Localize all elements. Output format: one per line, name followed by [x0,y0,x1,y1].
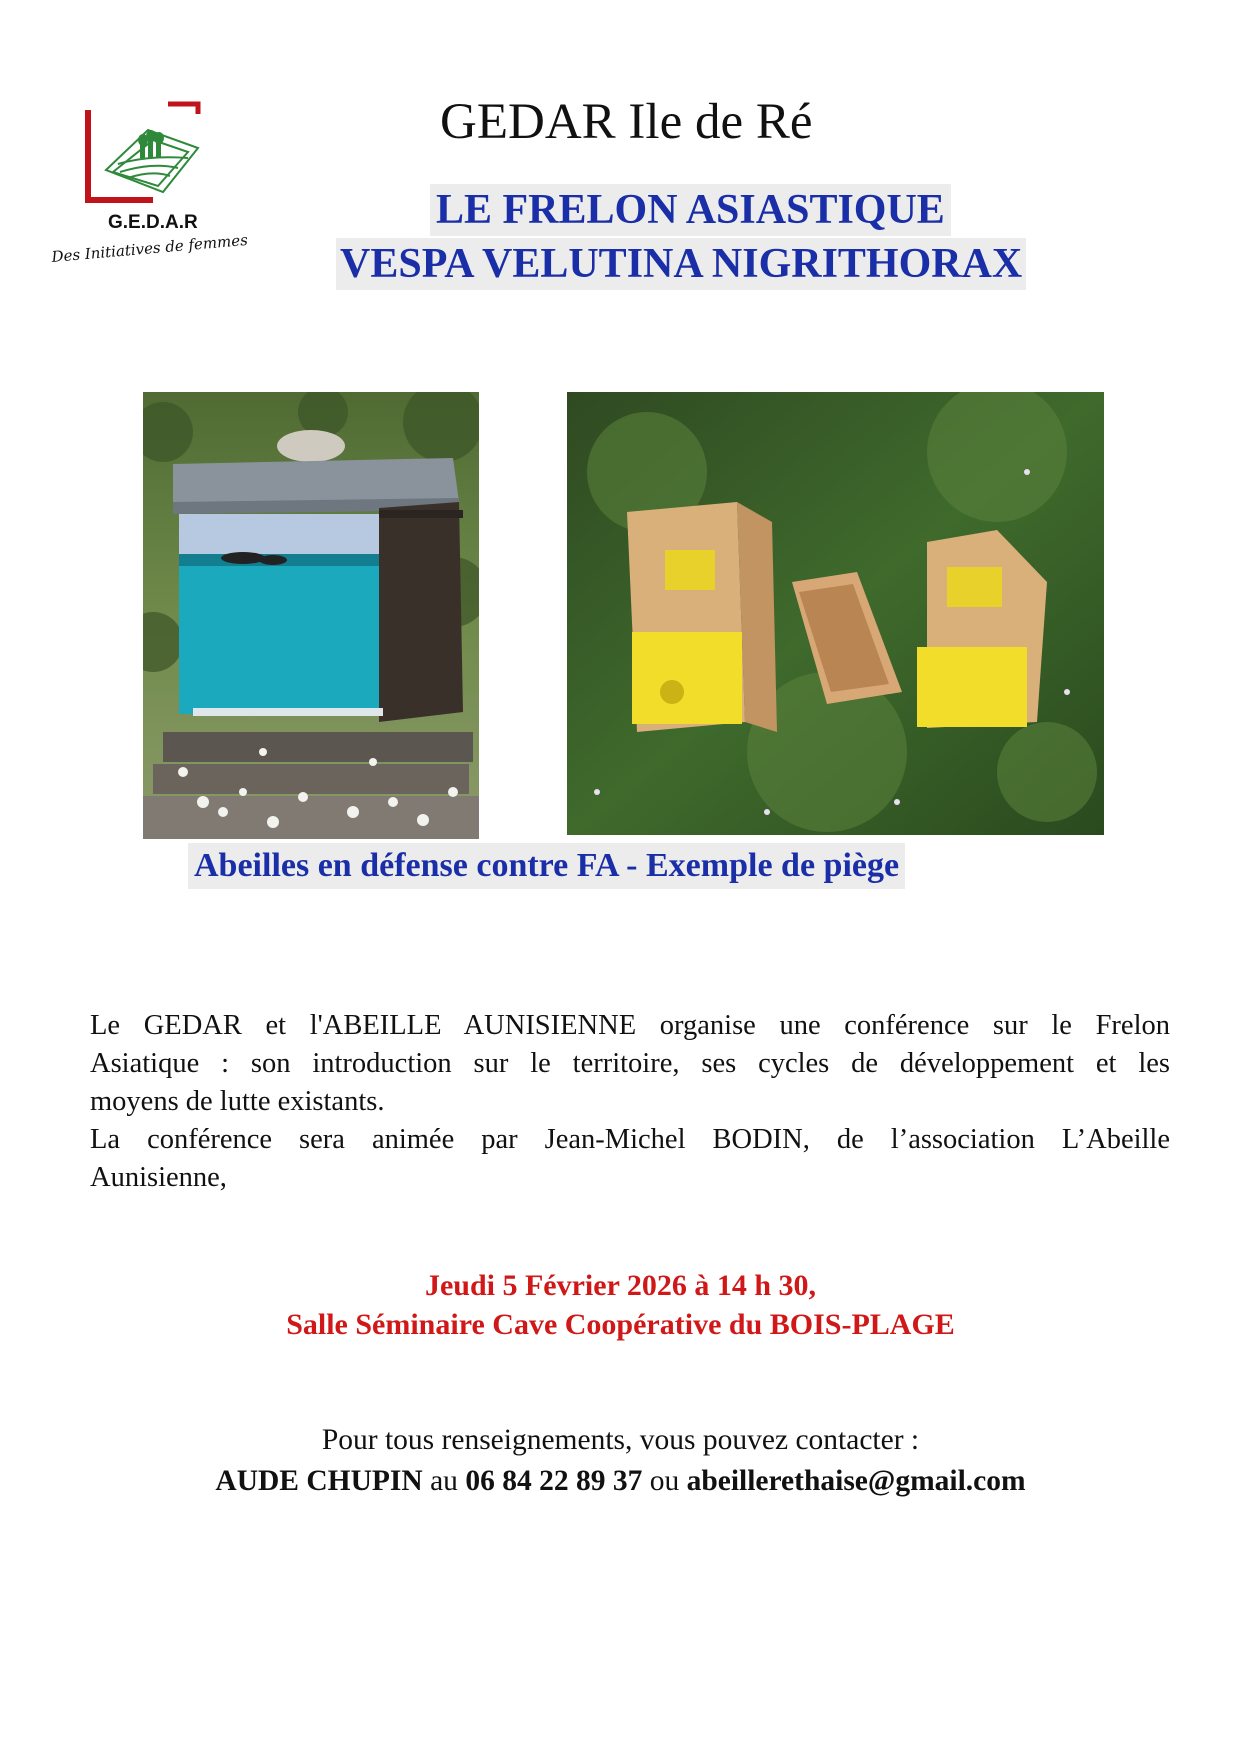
contact-details [0,1460,1241,1502]
body-line: Aunisienne, [90,1162,227,1193]
event-location: Salle Séminaire Cave Coopérative du BOIS-PLAGE [286,1308,955,1341]
photos-caption: Abeilles en défense contre FA - Exemple de piège [188,843,905,889]
body-line: La conférence sera animée par Jean-Michel BODIN, de l’association L’Abeille [90,1124,1170,1155]
body-line: Le GEDAR et l'ABEILLE AUNISIENNE organise une conférence sur le Frelon [90,1010,1170,1041]
contact-connector: au [430,1465,458,1497]
conference-description [90,1007,1170,1197]
contact-connector: ou [649,1465,680,1497]
headline-line-2: VESPA VELUTINA NIGRITHORAX [336,238,1026,290]
logo-acronym: G.E.D.A.R [108,212,198,233]
headline-line-1: LE FRELON ASIASTIQUE [430,184,951,236]
event-date: Jeudi 5 Février 2026 à 14 h 30, [424,1269,817,1302]
contact-name: AUDE CHUPIN [215,1465,423,1497]
hornet-traps-photo [567,392,1104,835]
beehive-photo [143,392,479,839]
contact-intro: Pour tous renseignements, vous pouvez contacter : [321,1424,920,1456]
gedar-logo [48,100,248,290]
body-line: Asiatique : son introduction sur le territoire, ses cycles de développement et les [90,1048,1170,1079]
logo-tagline: Des Initiatives de femmes [50,230,248,266]
contact-phone: 06 84 22 89 37 [465,1465,643,1497]
organization-title: GEDAR Ile de Ré [440,94,813,150]
body-line: moyens de lutte existants. [90,1086,385,1117]
contact-email: abeillerethaise@gmail.com [686,1465,1026,1497]
